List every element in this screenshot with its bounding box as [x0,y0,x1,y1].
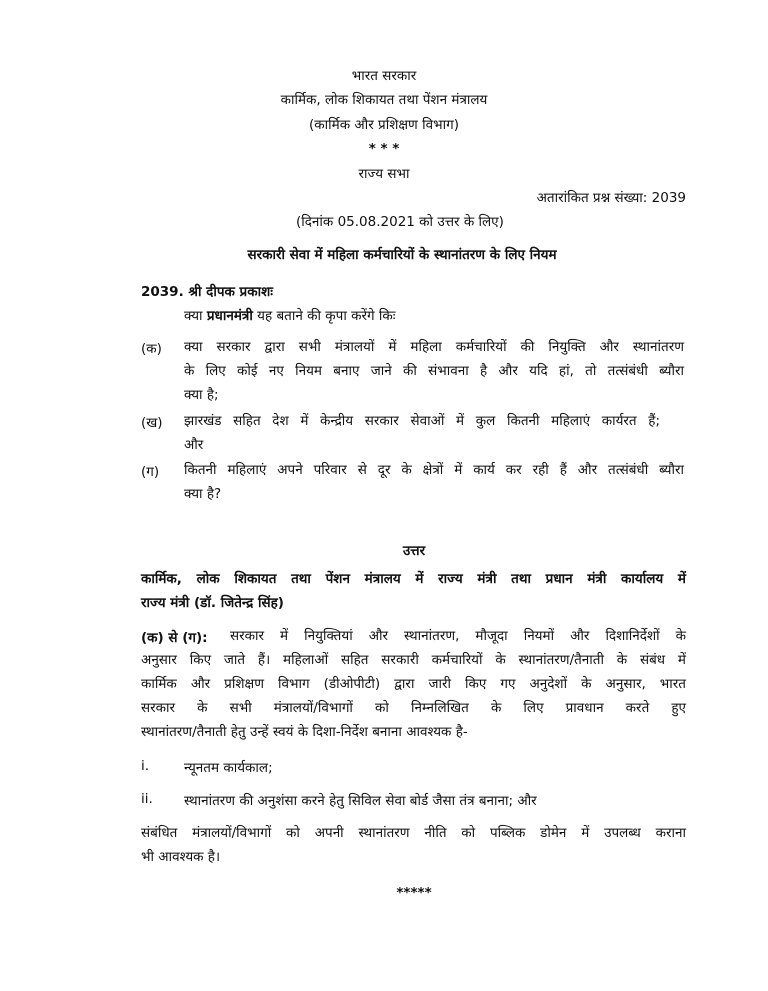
closing-paragraph [141,821,686,869]
question-intro-post: यह बताने की कृपा करेंगे किः [257,308,396,324]
answer-body [141,648,686,744]
part-ka-line: क्या सरकार द्वारा सभी मंत्रालयों में महिला कर्मचारियों की नियुक्ति और स्थानांतरण [184,339,684,355]
answer-heading: उत्तर [402,543,426,559]
part-ka-line: के लिए कोई नए नियम बनाए जाने की संभावना है और यदि हां, तो तत्संबंधी ब्यौरा [184,363,684,379]
header-ministry: कार्मिक, लोक शिकायत तथा पेंशन मंत्रालय [280,92,488,108]
answer-line: सरकार में नियुक्तियां और स्थानांतरण, मौजूदा नियमों और दिशानिर्देशों के [230,628,686,644]
document-title: सरकारी सेवा में महिला कर्मचारियों के स्थानांतरण के लिए नियम [247,247,557,263]
header-stars: * * * [368,141,400,157]
part-kha-line: झारखंड सहित देश में केन्द्रीय सरकार सेवाओं में कुल कितनी महिलाएं कार्यरत हैं; [184,413,660,429]
list-item-text: स्थानांतरण की अनुशंसा करने हेतु सिविल सेवा बोर्ड जैसा तंत्र बनाना; और [184,793,537,809]
part-ga-line: कितनी महिलाएं अपने परिवार से दूर के क्षेत्रों में कार्य कर रही हैं और तत्संबंधी ब्यौरा [184,462,684,478]
question-intro [184,306,395,324]
question-number: अतारांकित प्रश्न संख्या: 2039 [536,190,686,206]
part-ka-text [184,335,684,407]
end-mark: ***** [396,885,432,901]
answer-first-line [230,624,686,648]
closing-line: संबंधित मंत्रालयों/विभागों को अपनी स्थानांतरण नीति को पब्लिक डोमेन में उपलब्ध कराना [141,825,686,841]
part-ga-line: क्या है? [184,486,222,502]
part-ga-label: (ग) [141,464,160,480]
answering-minister [141,567,686,615]
header-house: राज्य सभा [358,166,410,182]
part-kha-text [184,409,660,457]
part-kha-line: और [184,437,204,453]
answer-range-label: (क) से (ग): [141,630,208,646]
part-ga-text [184,458,684,506]
list-item-text: न्यूनतम कार्यकाल; [184,760,273,776]
minister-line: राज्य मंत्री (डॉ. जितेन्द्र सिंह) [141,595,284,611]
answer-date: (दिनांक 05.08.2021 को उत्तर के लिए) [296,214,504,230]
answer-line: अनुसार किए जाते हैं। महिलाओं सहित सरकारी कर्मचारियों के स्थानांतरण/तैनाती के संबंध में [141,652,686,668]
part-ka-line: क्या है; [184,387,219,403]
part-ka-label: (क) [141,341,162,357]
part-kha-label: (ख) [141,415,163,431]
minister-line: कार्मिक, लोक शिकायत तथा पेंशन मंत्रालय में राज्य मंत्री तथा प्रधान मंत्री कार्यालय में [141,571,686,587]
header-government: भारत सरकार [351,68,417,84]
question-intro-pre: क्या [184,308,203,324]
list-item-label: i. [141,758,150,774]
question-intro-addressee: प्रधानमंत्री [206,308,253,324]
answer-line: सरकार के सभी मंत्रालयों/विभागों को निम्नलिखित के लिए प्रावधान करते हुए [141,700,686,716]
closing-line: भी आवश्यक है। [141,849,221,865]
answer-line: स्थानांतरण/तैनाती हेतु उन्हें स्वयं के दिशा-निर्देश बनाना आवश्यक है- [141,724,468,740]
answer-line: कार्मिक और प्रशिक्षण विभाग (डीओपीटी) द्वारा जारी किए गए अनुदेशों के अनुसार, भारत [141,676,686,692]
header-department: (कार्मिक और प्रशिक्षण विभाग) [309,117,459,133]
question-asker: 2039. श्री दीपक प्रकाशः [141,284,274,300]
list-item-label: ii. [141,791,153,807]
